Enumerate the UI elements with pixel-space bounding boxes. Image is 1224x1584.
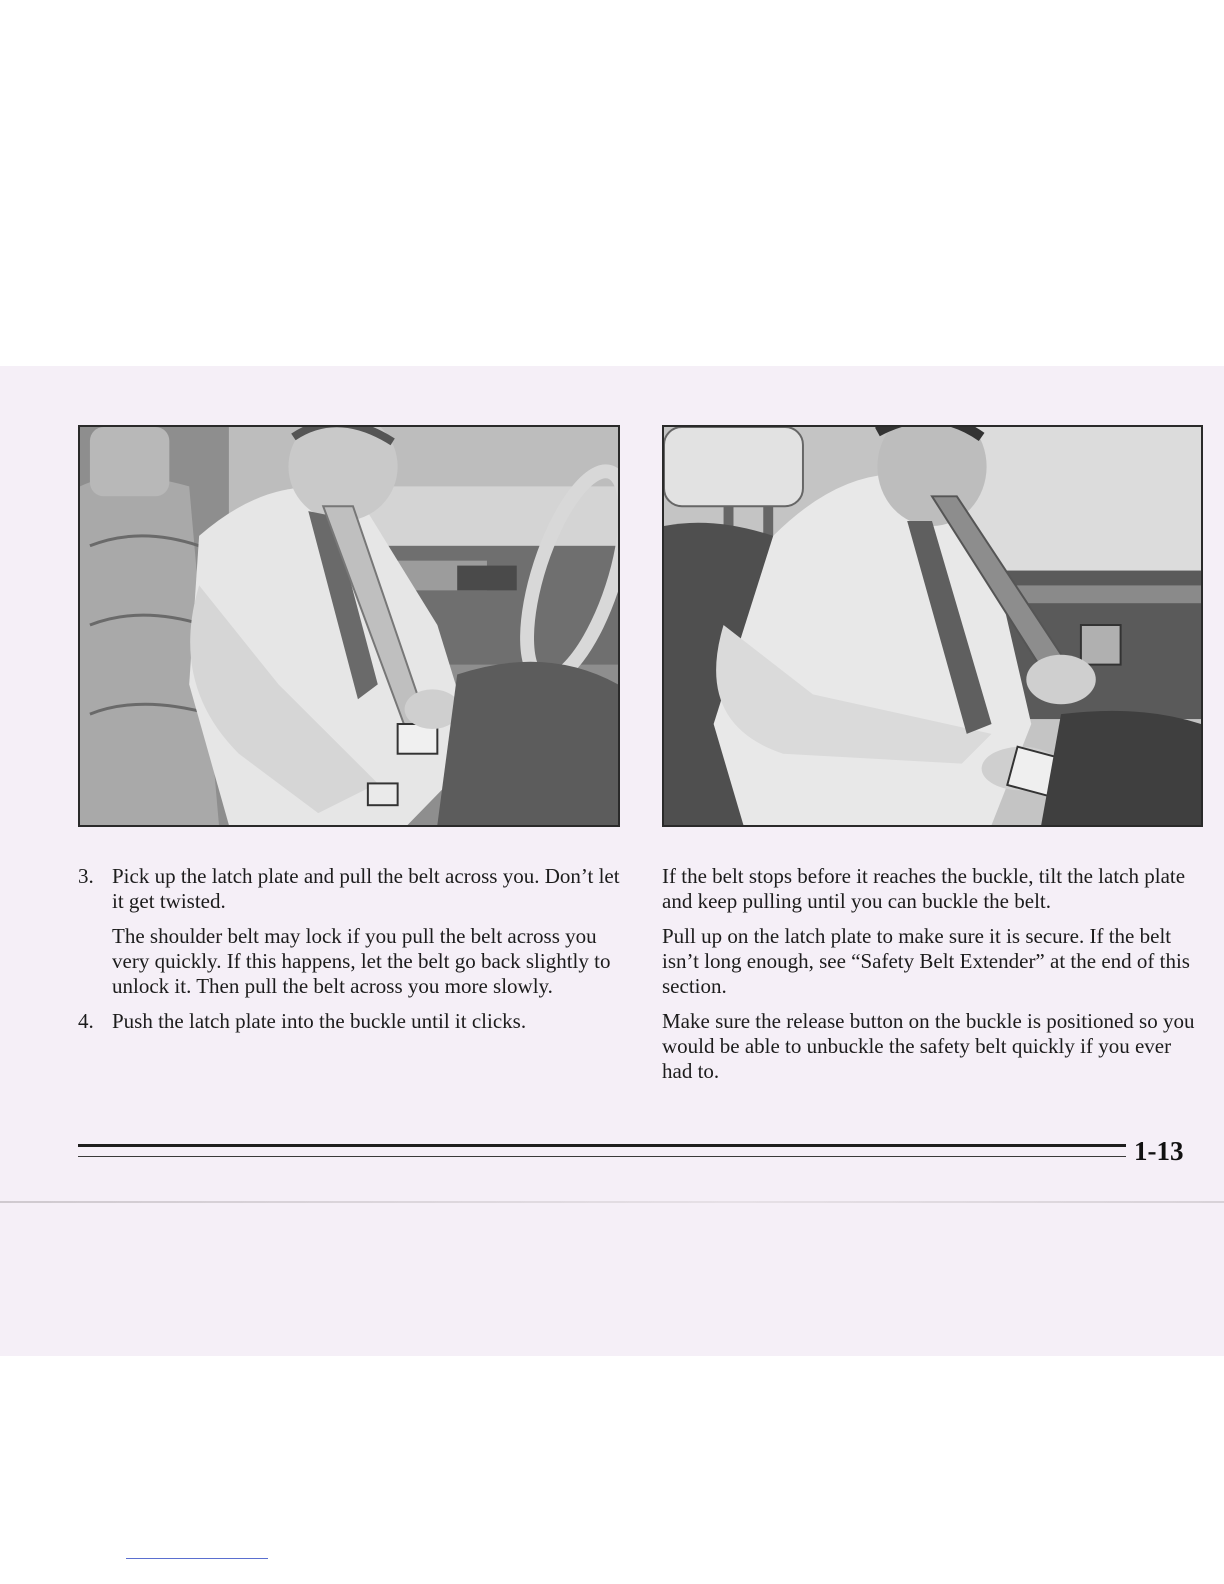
right-text-column xyxy=(662,864,1202,1094)
paragraph-release-button: Make sure the release button on the buckle is positioned so you would be able to unbuckle the safety belt quickly if you ever had to. xyxy=(662,1009,1195,1083)
bottom-underline xyxy=(126,1558,268,1559)
paragraph-belt-stops: If the belt stops before it reaches the buckle, tilt the latch plate and keep pulling until you can buckle the belt. xyxy=(662,864,1186,913)
seat-belt-illustration-right xyxy=(662,425,1203,827)
footer-rule-thick xyxy=(78,1144,1126,1147)
step-3 xyxy=(78,864,623,914)
step-number: 3. xyxy=(78,864,94,888)
left-text-column xyxy=(78,864,623,1044)
scan-edge-divider xyxy=(0,1201,1224,1203)
step-4 xyxy=(78,1009,623,1034)
step-3-note: The shoulder belt may lock if you pull the belt across you very quickly. If this happens, let the belt go back slightly to unlock it. Then pull the belt across you more slowly. xyxy=(112,924,611,998)
step-text: Push the latch plate into the buckle until it clicks. xyxy=(112,1009,527,1033)
page-number: 1-13 xyxy=(1134,1136,1184,1166)
footer-rule-thin xyxy=(78,1156,1126,1157)
step-number: 4. xyxy=(78,1009,94,1033)
step-text: Pick up the latch plate and pull the belt across you. Don’t let it get twisted. xyxy=(112,864,620,913)
seat-belt-illustration-left xyxy=(78,425,620,827)
paragraph-pull-up-latch: Pull up on the latch plate to make sure it is secure. If the belt isn’t long enough, see “Safety Belt Extender” at the end of this section. xyxy=(662,924,1190,998)
person-pulling-latch-plate-icon xyxy=(664,427,1201,825)
person-buckling-seat-belt-icon xyxy=(80,427,618,825)
